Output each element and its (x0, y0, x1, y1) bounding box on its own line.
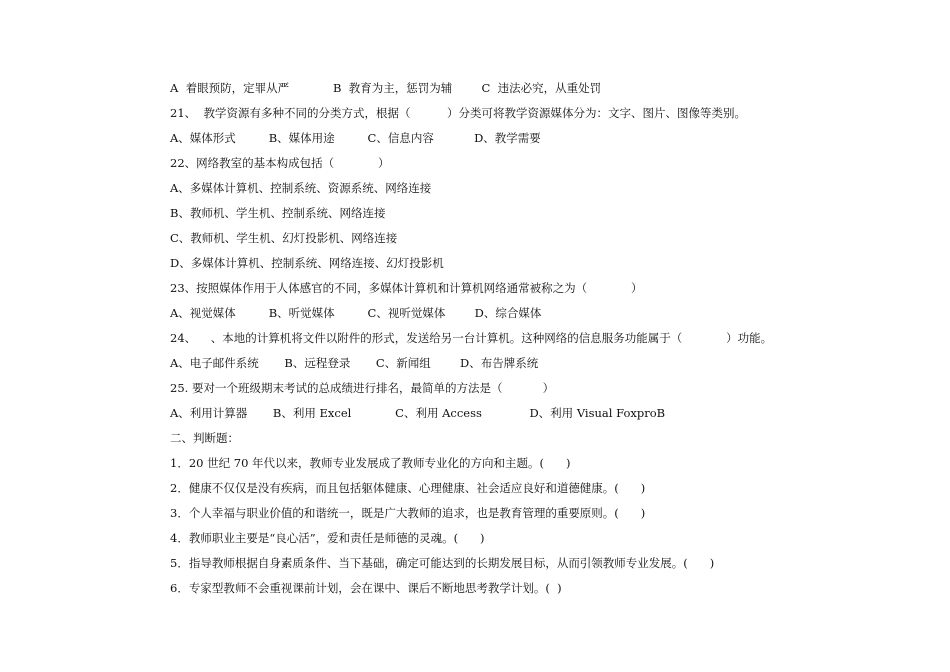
question-22-option-c: C、教师机、学生机、幻灯投影机、网络连接 (170, 231, 398, 245)
question-23-options: A、视觉媒体 B、听觉媒体 C、视听觉媒体 D、综合媒体 (170, 306, 542, 320)
section-heading-true-false: 二、判断题： (170, 431, 239, 445)
question-25: 25. 要对一个班级期末考试的总成绩进行排名，最简单的方法是（ ） (170, 381, 555, 395)
question-22-option-b: B、教师机、学生机、控制系统、网络连接 (170, 206, 386, 220)
question-22-option-a: A、多媒体计算机、控制系统、资源系统、网络连接 (170, 181, 432, 195)
question-21: 21、 教学资源有多种不同的分类方式，根据（ ）分类可将教学资源媒体分为：文字、图片、图像等类别。 (170, 106, 746, 120)
question-22-option-d: D、多媒体计算机、控制系统、网络连接、幻灯投影机 (170, 256, 444, 270)
question-21-options: A、媒体形式 B、媒体用途 C、信息内容 D、教学需要 (170, 131, 541, 145)
question-23: 23、按照媒体作用于人体感官的不同，多媒体计算机和计算机网络通常被称之为（ ） (170, 281, 643, 295)
option-line-prev-question: A 着眼预防，定罪从严 B 教育为主，惩罚为辅 C 违法必究，从重处罚 (170, 81, 602, 95)
true-false-item-5: 5．指导教师根据自身素质条件、当下基础，确定可能达到的长期发展目标，从而引领教师专业发展。( ) (170, 556, 715, 570)
question-24-options: A、电子邮件系统 B、远程登录 C、新闻组 D、布告牌系统 (170, 356, 539, 370)
question-24: 24、 、本地的计算机将文件以附件的形式，发送给另一台计算机。这种网络的信息服务功能属于（ ）功能。 (170, 331, 773, 345)
true-false-item-1: 1．20 世纪 70 年代以来，教师专业发展成了教师专业化的方向和主题。( ) (170, 456, 571, 470)
true-false-item-6: 6．专家型教师不会重视课前计划，会在课中、课后不断地思考教学计划。( ) (170, 581, 562, 595)
question-25-options: A、利用计算器 B、利用 Excel C、利用 Access D、利用 Visual FoxproB (170, 406, 666, 420)
true-false-item-4: 4．教师职业主要是“良心活”，爱和责任是师德的灵魂。( ) (170, 531, 485, 545)
question-22: 22、网络教室的基本构成包括（ ） (170, 156, 390, 170)
true-false-item-3: 3．个人幸福与职业价值的和谐统一，既是广大教师的追求，也是教育管理的重要原则。( ) (170, 506, 646, 520)
true-false-item-2: 2．健康不仅仅是没有疾病，而且包括躯体健康、心理健康、社会适应良好和道德健康。( ) (170, 481, 646, 495)
